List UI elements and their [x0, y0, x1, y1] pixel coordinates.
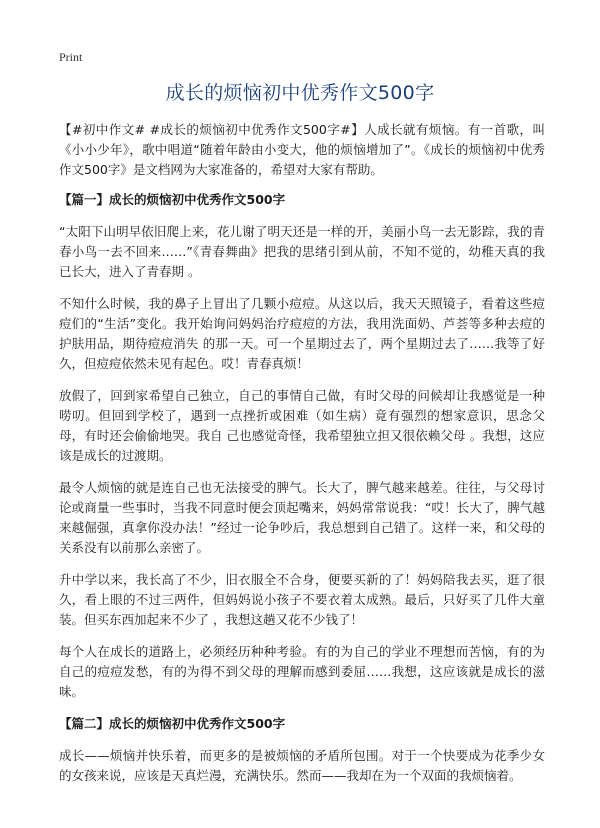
section-2-heading: 【篇二】成长的烦恼初中优秀作文500字: [59, 716, 286, 731]
section-1-paragraph: 升中学以来，我长高了不少，旧衣服全不合身，便要买新的了！妈妈陪我去买，逛了很久，看上眼的不过三两件，但妈妈说小孩子不要衣着太成熟。最后，只好买了几件大童装。但买东西加起来不少了 ，我想这趟又花不少钱了！: [59, 572, 545, 627]
section-1-paragraph: 每个人在成长的道路上，必须经历种种考验。有的为自己的学业不理想而苦恼，有的为自己的痘痘发愁，有的为得不到父母的理解而感到委屈……我想，这应该就是成长的滋味。: [59, 644, 545, 699]
section-1-paragraph: 放假了，回到家希望自己独立，自己的事情自己做，有时父母的问候却让我感觉是一种唠叨。但回到学校了，遇到一点挫折或困难（如生病）竟有强烈的想家意识，思念父母，有时还会偷偷地哭。我自 己也感觉奇怪，我希望独立担又很依赖父母 。我想，这应该是成长的过渡期。: [59, 388, 545, 463]
section-1-heading: 【篇一】成长的烦恼初中优秀作文500字: [59, 192, 286, 207]
section-1-paragraph: 最令人烦恼的就是连自己也无法接受的脾气。长大了，脾气越来越差。往往，与父母讨论或商量一些事时，当我不同意时便会顶起嘴来，妈妈常常说我：“哎！长大了，脾气越来越倔强，真拿你没办法！”经过一论争吵后，我总想到自己错了。这样一来，和父母的关系没有以前那么亲密了。: [59, 480, 545, 555]
article-body: [59, 120, 545, 798]
page-title: 成长的烦恼初中优秀作文500字: [165, 82, 435, 104]
section-1-paragraph: “太阳下山明早依旧爬上来，花儿谢了明天还是一样的开，美丽小鸟一去无影踪，我的青春小鸟一去不回来……”《青春舞曲》把我的思绪引到从前，不知不觉的，幼稚天真的我已长大，进入了青春期 。: [59, 224, 545, 279]
print-link[interactable]: Print: [59, 50, 83, 64]
intro-paragraph: 【#初中作文# #成长的烦恼初中优秀作文500字#】人成长就有烦恼。有一首歌，叫《小小少年》，歌中唱道“随着年龄由小变大，他的烦恼增加了”。《成长的烦恼初中优秀作文500字》是文档网为大家准备的，希望对大家有帮助。: [59, 122, 545, 177]
section-2-paragraph: 成长——烦恼并快乐着，而更多的是被烦恼的矛盾所包围。对于一个快要成为花季少女的女孩来说，应该是天真烂漫，充满快乐。然而——我却在为一个双面的我烦恼着。: [59, 748, 545, 783]
section-1-paragraph: 不知什么时候，我的鼻子上冒出了几颗小痘痘。从这以后，我天天照镜子，看着这些痘痘们的“生活”变化。我开始询问妈妈治疗痘痘的方法，我用洗面奶、芦荟等多种去痘的护肤用品，期待痘痘消失 的那一天。可一个星期过去了，两个星期过去了……我等了好久，但痘痘依然未见有起色。哎！青春真烦！: [59, 296, 545, 371]
